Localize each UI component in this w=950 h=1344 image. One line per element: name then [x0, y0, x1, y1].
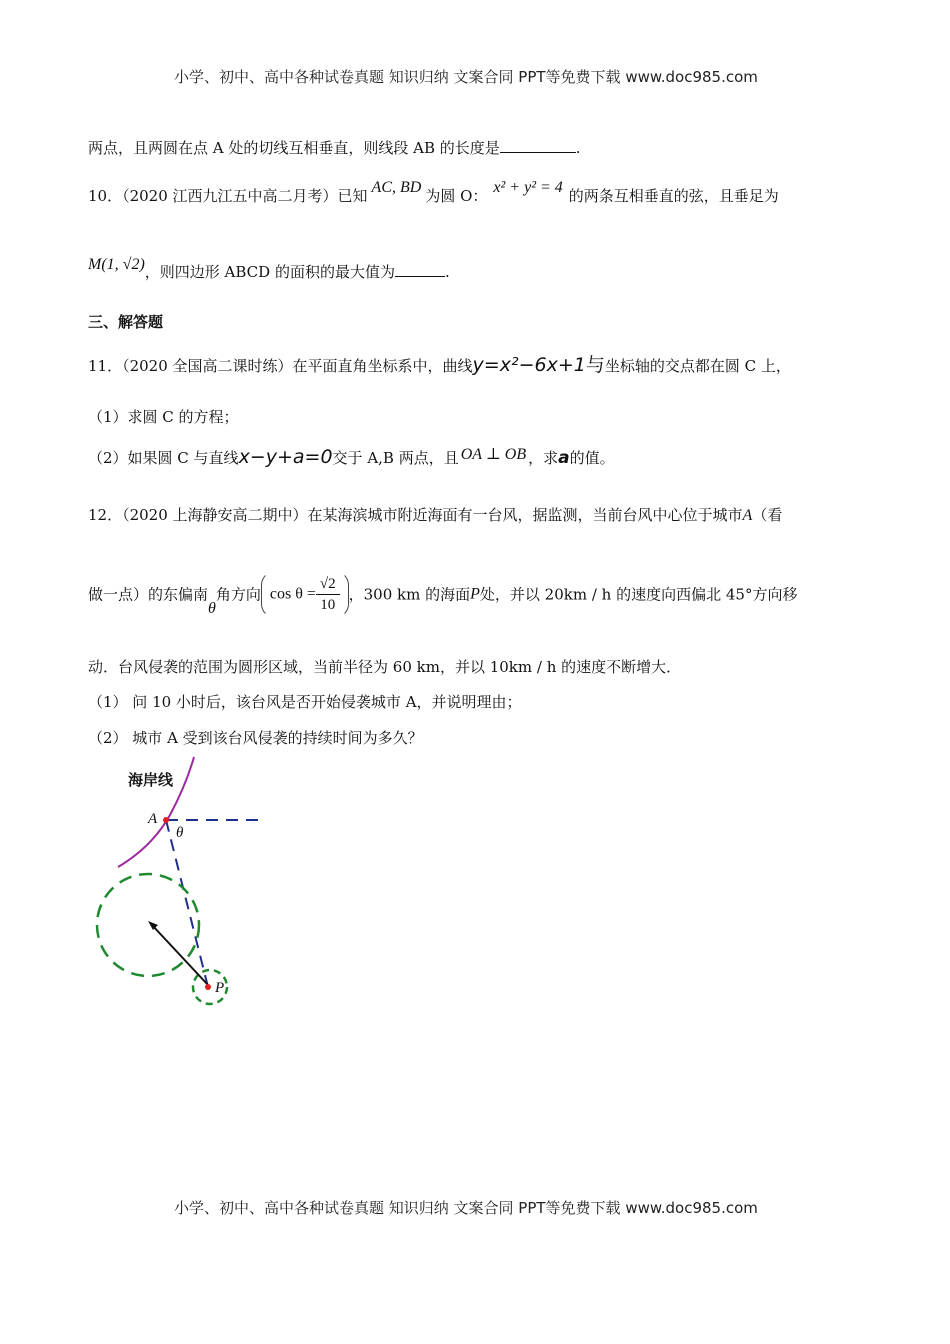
cos-numerator: √2	[316, 574, 340, 595]
q12-theta: θ	[208, 599, 216, 617]
typhoon-figure	[90, 755, 280, 1010]
q12-part2: （2） 城市 A 受到该台风侵袭的持续时间为多久？	[88, 729, 423, 747]
cos-fraction	[316, 574, 340, 615]
label-a: A	[148, 811, 158, 827]
q10-chords: AC, BD	[371, 179, 422, 196]
q11-p2a: （2）如果圆 C 与直线	[88, 449, 239, 467]
q11-var-a: a	[558, 448, 570, 468]
city-a-point	[163, 817, 169, 823]
q11-line-eq: x−y+a=0	[238, 446, 333, 468]
q11-p2c: ，求	[528, 449, 559, 467]
future-typhoon-circle	[97, 874, 199, 976]
label-p: P	[215, 980, 225, 996]
cos-condition	[261, 571, 349, 618]
q9-text: 两点，且两圆在点 A 处的切线互相垂直，则线段 AB 的长度是	[88, 139, 500, 157]
q10-end: .	[444, 263, 450, 281]
q11-p2d: 的值。	[569, 449, 615, 467]
q12-line1	[88, 505, 782, 526]
q12-line2a: 做一点）的东偏南	[88, 585, 209, 604]
q11-part2	[88, 447, 615, 469]
section-title: 三、解答题	[88, 313, 164, 331]
q10-point: M(1, √2)	[88, 256, 145, 273]
page-header: 小学、初中、高中各种试卷真题 知识归纳 文案合同 PPT等免费下载 www.doc985.com	[174, 68, 758, 86]
cos-lhs: cos θ =	[269, 585, 316, 603]
q12-line2d: 处，并以 20km / h 的速度向西偏北 45°方向移	[479, 585, 798, 604]
q11-curve: y=x²−6x+1	[472, 354, 586, 376]
q10-circle-eq: x² + y² = 4	[493, 179, 563, 196]
answer-blank	[500, 138, 576, 153]
q10-mid: 为圆 O：	[425, 187, 488, 205]
q9-end: .	[575, 139, 581, 157]
q11-line1	[88, 355, 791, 376]
q11-num: 11．	[88, 357, 123, 375]
q12-line2b: 角方向	[215, 585, 261, 604]
label-theta: θ	[176, 825, 184, 841]
q11-tail: 坐标轴的交点都在圆 C 上，	[604, 357, 791, 375]
q10-line2-text: ，则四边形 ABCD 的面积的最大值为	[144, 263, 395, 281]
q10-source: （2020 江西九江五中高二月考）已知	[122, 187, 368, 205]
q12-city: A	[742, 507, 753, 524]
q10-line2	[88, 256, 450, 283]
answer-blank	[395, 262, 445, 277]
q11-perp: OA ⊥ OB	[460, 446, 527, 463]
q12-line2c: ，300 km 的海面	[348, 585, 471, 604]
q10-line1	[88, 179, 779, 207]
q10-num: 10．	[88, 187, 123, 205]
q12-line3: 动．台风侵袭的范围为圆形区域，当前半径为 60 km，并以 10km / h 的速度不断增大．	[88, 658, 682, 676]
q9-tail	[88, 138, 581, 158]
q12-point-p: P	[470, 585, 480, 603]
coast-label: 海岸线	[128, 771, 174, 789]
movement-arrow	[152, 925, 208, 985]
q12-line1-end: （看	[752, 506, 783, 524]
q12-num: 12．	[88, 506, 123, 524]
q12-line1-text: （2020 上海静安高二期中）在某海滨城市附近海面有一台风，据监测，当前台风中心位于城市	[122, 506, 743, 524]
q12-line2	[88, 571, 797, 618]
q11-p2b: 交于 A,B 两点，且	[332, 449, 459, 467]
q11-part1: （1）求圆 C 的方程；	[88, 408, 239, 426]
cos-denominator: 10	[320, 597, 336, 613]
q11-source: （2020 全国高二课时练）在平面直角坐标系中，曲线	[122, 357, 473, 375]
q12-part1: （1） 问 10 小时后，该台风是否开始侵袭城市 A，并说明理由；	[88, 693, 522, 711]
typhoon-center-point	[205, 984, 211, 990]
page-footer: 小学、初中、高中各种试卷真题 知识归纳 文案合同 PPT等免费下载 www.doc985.com	[174, 1199, 758, 1217]
q10-tail: 的两条互相垂直的弦，且垂足为	[568, 187, 779, 205]
q11-yu: 与	[585, 354, 605, 376]
